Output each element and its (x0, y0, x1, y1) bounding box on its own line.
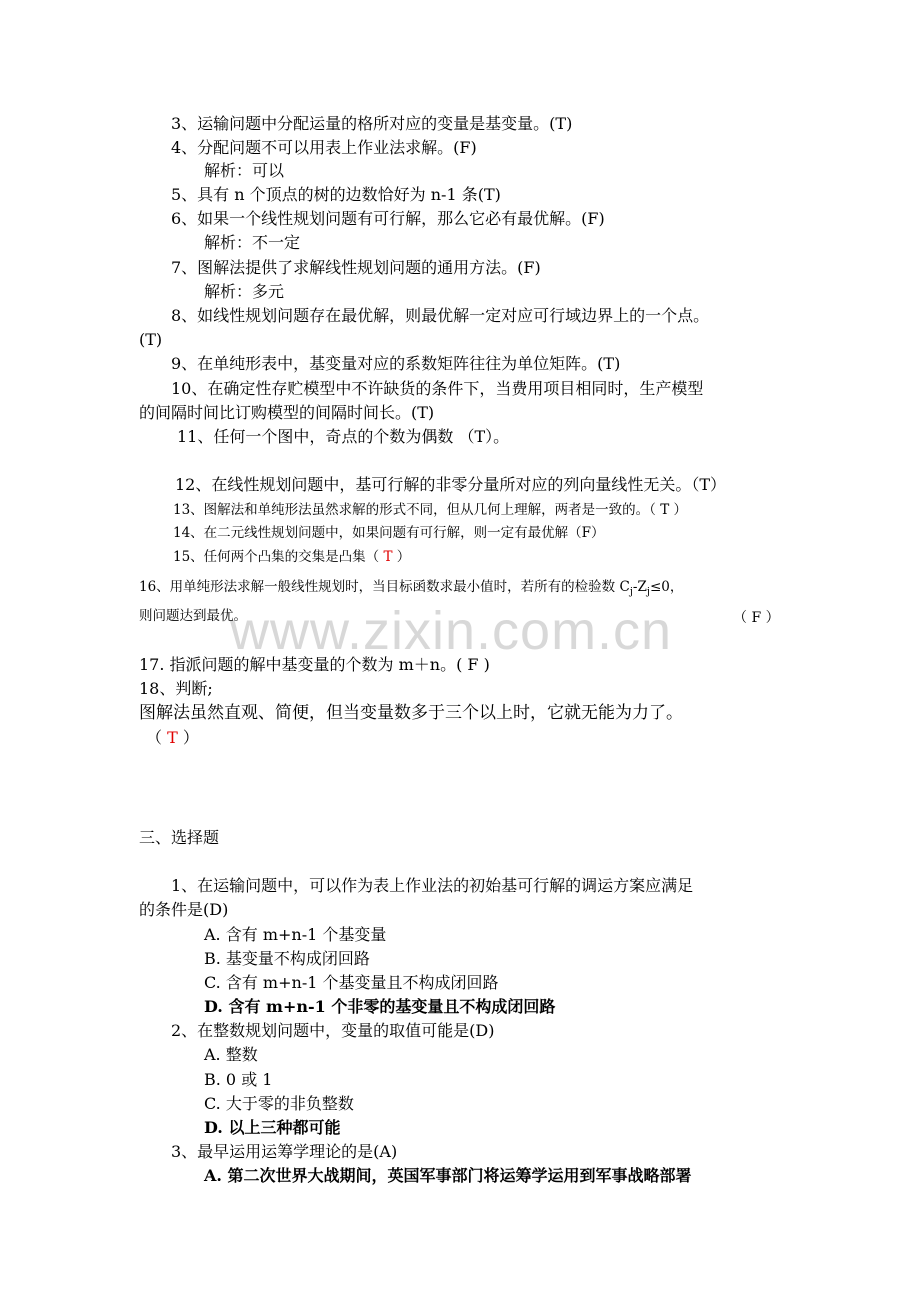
judgment-q14: 14、在二元线性规划问题中，如果问题有可行解，则一定有最优解（F） (173, 525, 605, 541)
choice-q3-option-a: A. 第二次世界大战期间，英国军事部门将运筹学运用到军事战略部署 (204, 1166, 692, 1185)
judgment-q6-note: 解析：不一定 (204, 233, 301, 252)
judgment-q15: 15、任何两个凸集的交集是凸集（ T ） (173, 549, 411, 565)
judgment-q18-text: 图解法虽然直观、简便，但当变量数多于三个以上时，它就无能为力了。 (139, 703, 683, 723)
watermark: www.zixin.com.cn (230, 601, 673, 661)
judgment-q3: 3、运输问题中分配运量的格所对应的变量是基变量。(T) (171, 114, 573, 133)
judgment-q4-note: 解析：可以 (204, 161, 285, 180)
judgment-q7-note: 解析：多元 (204, 282, 285, 301)
judgment-q10-line1: 10、在确定性存贮模型中不许缺货的条件下，当费用项目相同时，生产模型 (171, 379, 704, 398)
judgment-q17: 17. 指派问题的解中基变量的个数为 m＋n。( F ) (139, 655, 490, 674)
choice-q2-option-c: C. 大于零的非负整数 (204, 1094, 354, 1113)
judgment-q8-line2: (T) (139, 330, 163, 349)
choice-q2-option-d: D. 以上三种都可能 (204, 1118, 341, 1137)
choice-q3: 3、最早运用运筹学理论的是(A) (171, 1142, 398, 1161)
choice-q1-option-c: C. 含有 m+n-1 个基变量且不构成闭回路 (204, 973, 499, 992)
judgment-q11: 11、任何一个图中，奇点的个数为偶数 （T）。 (177, 427, 510, 446)
choice-q1-option-d: D. 含有 m+n-1 个非零的基变量且不构成闭回路 (204, 997, 556, 1016)
judgment-q16-line2: 则问题达到最优。 (139, 608, 247, 624)
answer-mark: T (167, 728, 178, 747)
choice-q1-option-a: A. 含有 m+n-1 个基变量 (204, 925, 387, 944)
choice-q2-option-a: A. 整数 (204, 1045, 258, 1064)
choice-q1-line1: 1、在运输问题中，可以作为表上作业法的初始基可行解的调运方案应满足 (171, 876, 694, 895)
choice-q2-option-b: B. 0 或 1 (204, 1070, 273, 1089)
section-title: 三、选择题 (139, 828, 220, 847)
judgment-q12: 12、在线性规划问题中，基可行解的非零分量所对应的列向量线性无关。（T） (175, 475, 727, 494)
judgment-q18: 18、判断; (139, 679, 213, 698)
judgment-q18-answer: （ T ） (146, 728, 199, 747)
judgment-q9: 9、在单纯形表中，基变量对应的系数矩阵往往为单位矩阵。(T) (171, 354, 621, 373)
judgment-q6: 6、如果一个线性规划问题有可行解，那么它必有最优解。(F) (171, 209, 605, 228)
choice-q1-line2: 的条件是(D) (139, 900, 229, 919)
judgment-q8-line1: 8、如线性规划问题存在最优解，则最优解一定对应可行域边界上的一个点。 (171, 306, 710, 325)
judgment-q7: 7、图解法提供了求解线性规划问题的通用方法。(F) (171, 258, 541, 277)
choice-q2: 2、在整数规划问题中，变量的取值可能是(D) (171, 1021, 495, 1040)
judgment-q16-answer: （ F ） (733, 610, 780, 626)
judgment-q13: 13、图解法和单纯形法虽然求解的形式不同，但从几何上理解，两者是一致的。（ T ） (173, 502, 688, 518)
judgment-q10-line2: 的间隔时间比订购模型的间隔时间长。(T) (139, 403, 435, 422)
choice-q1-option-b: B. 基变量不构成闭回路 (204, 949, 370, 968)
answer-mark: T (383, 549, 393, 565)
judgment-q4: 4、分配问题不可以用表上作业法求解。(F) (171, 138, 477, 157)
judgment-q16-line1: 16、用单纯形法求解一般线性规划时，当目标函数求最小值时，若所有的检验数 $C_j-Z_j\le 0$， (139, 579, 684, 598)
judgment-q5: 5、具有 n 个顶点的树的边数恰好为 n-1 条(T) (171, 185, 501, 204)
